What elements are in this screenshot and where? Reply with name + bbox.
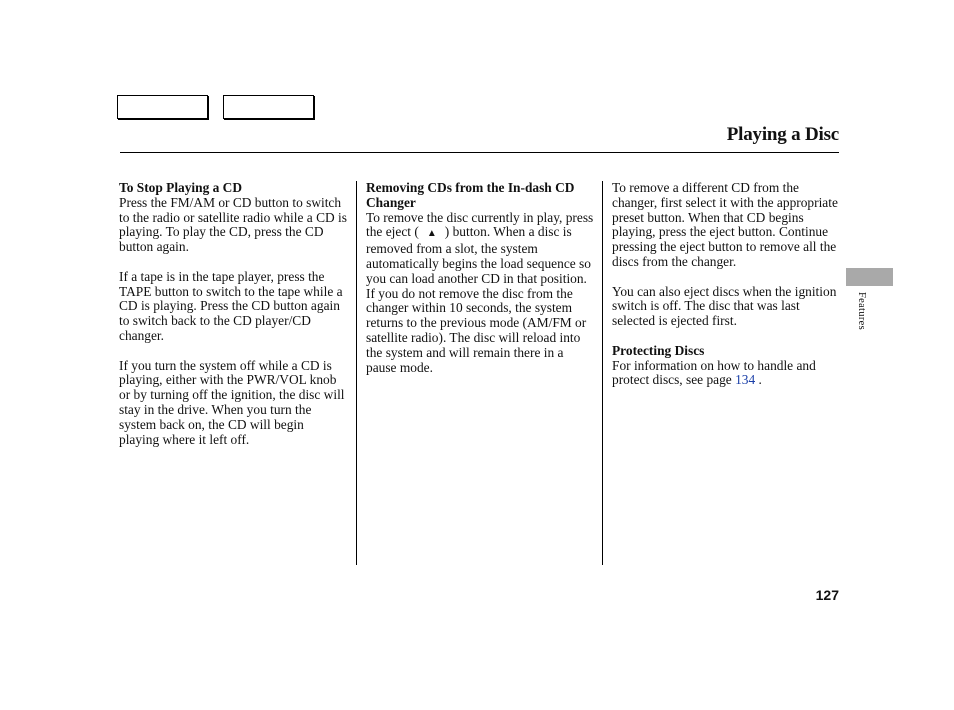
page-link[interactable]: 134 bbox=[735, 372, 756, 388]
page-title: Playing a Disc bbox=[726, 124, 839, 145]
section-heading-stop-playing: To Stop Playing a CD bbox=[119, 180, 243, 195]
column-2 bbox=[366, 181, 594, 390]
section-tab bbox=[846, 268, 893, 286]
paragraph: For information on how to handle and protect discs, see page 134 . bbox=[612, 357, 816, 388]
column-1 bbox=[119, 181, 347, 462]
section-heading-removing-cds: Removing CDs from the In-dash CD Changer bbox=[366, 180, 575, 210]
title-divider bbox=[120, 152, 839, 153]
paragraph: If a tape is in the tape player, press the TAPE button to switch to the tape while a CD is playing. Press the CD button again to switch back to the CD player/CD changer. bbox=[119, 268, 343, 343]
column-divider bbox=[356, 181, 357, 565]
section-tab-label: Features bbox=[856, 292, 867, 330]
eject-icon: ▲ bbox=[426, 228, 437, 240]
paragraph: If you turn the system off while a CD is playing, either with the PWR/VOL knob or by turning off the ignition, the disc will stay in the drive. When you turn the system back on, the CD will begin playing where it left off. bbox=[119, 357, 345, 447]
paragraph: You can also eject discs when the ignition switch is off. The disc that was last selected is ejected first. bbox=[612, 283, 837, 329]
paragraph: To remove the disc currently in play, press the eject ( ▲ ) button. When a disc is removed from a slot, the system automatically begins the load sequence so you can load another CD in that position. If you do not remove the disc from the changer within 10 seconds, the system returns to the previous mode (AM/FM or satellite radio). The disc will reload into the system and will remain there in a pause mode. bbox=[366, 209, 594, 375]
section-heading-protecting-discs: Protecting Discs bbox=[612, 342, 705, 358]
paragraph: Press the FM/AM or CD button to switch to the radio or satellite radio while a CD is playing. To play the CD, press the CD button again. bbox=[119, 194, 347, 255]
nav-previous-button[interactable] bbox=[117, 95, 208, 119]
page-number: 127 bbox=[815, 587, 839, 603]
column-3 bbox=[612, 181, 842, 403]
column-divider bbox=[602, 181, 603, 565]
paragraph: To remove a different CD from the changer, first select it with the appropriate preset button. When that CD begins playing, press the eject button. Continue pressing the eject button to remove all the discs from the changer. bbox=[612, 180, 838, 269]
nav-next-button[interactable] bbox=[223, 95, 314, 119]
